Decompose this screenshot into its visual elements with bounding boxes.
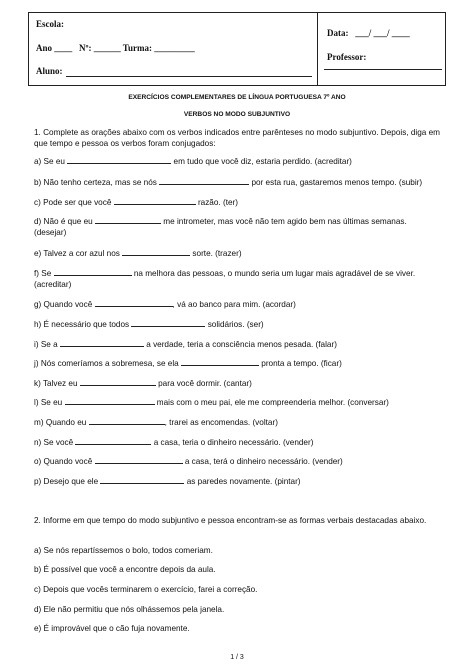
answer-blank[interactable] bbox=[95, 299, 173, 307]
item-text: p) Desejo que ele bbox=[34, 477, 99, 486]
item-text: c) Pode ser que você bbox=[34, 198, 112, 207]
item-text: a casa, teria o dinheiro necessário. (vender) bbox=[153, 438, 314, 447]
item-d-cont: (desejar) bbox=[34, 228, 67, 237]
item-f bbox=[34, 268, 444, 279]
item-text: na melhora das pessoas, o mundo seria um lugar mais agradável de se viver. bbox=[133, 269, 416, 278]
item-text: mais com o meu pai, ele me compreenderia melhor. (conversar) bbox=[156, 398, 389, 407]
answer-blank[interactable] bbox=[131, 319, 205, 327]
item-k bbox=[34, 378, 444, 389]
item-text: k) Talvez eu bbox=[34, 379, 78, 388]
answer-blank[interactable] bbox=[181, 358, 259, 366]
answer-blank[interactable] bbox=[95, 456, 183, 464]
aluno-label: Aluno: bbox=[36, 66, 63, 76]
item-text: , trarei as encomendas. (voltar) bbox=[164, 418, 278, 427]
item-m bbox=[34, 417, 444, 428]
item-text: n) Se você bbox=[34, 438, 74, 447]
item-b bbox=[34, 177, 444, 188]
item-c bbox=[34, 197, 444, 208]
item-text: f) Se bbox=[34, 269, 52, 278]
professor-label: Professor: bbox=[327, 52, 367, 62]
item-g bbox=[34, 299, 444, 310]
item-i bbox=[34, 339, 444, 350]
q2-item-e: e) É improvável que o cão fuja novamente. bbox=[34, 624, 190, 633]
answer-blank[interactable] bbox=[65, 397, 155, 405]
item-text: d) Não é que eu bbox=[34, 217, 93, 226]
q2-item-a: a) Se nós repartíssemos o bolo, todos comeriam. bbox=[34, 546, 213, 555]
answer-blank[interactable] bbox=[54, 268, 132, 276]
item-text: h) É necessário que todos bbox=[34, 320, 130, 329]
header-date-box bbox=[318, 12, 446, 86]
item-o bbox=[34, 456, 444, 467]
page-subtitle: VERBOS NO MODO SUBJUNTIVO bbox=[183, 111, 291, 118]
item-f-cont: (acreditar) bbox=[34, 280, 72, 289]
q2-item-b: b) É possível que você a encontre depois da aula. bbox=[34, 565, 216, 574]
item-text: g) Quando você bbox=[34, 300, 93, 309]
answer-blank[interactable] bbox=[100, 476, 184, 484]
item-e bbox=[34, 248, 444, 259]
item-text: em tudo que você diz, estaria perdido. (acreditar) bbox=[173, 157, 352, 166]
item-j bbox=[34, 358, 444, 369]
answer-blank[interactable] bbox=[80, 378, 156, 386]
item-l bbox=[34, 397, 444, 408]
answer-blank[interactable] bbox=[60, 339, 144, 347]
answer-blank[interactable] bbox=[159, 177, 249, 185]
item-text: razão. (ter) bbox=[197, 198, 238, 207]
item-text: j) Nós comeríamos a sobremesa, se ela bbox=[34, 359, 179, 368]
question-2-intro: 2. Informe em que tempo do modo subjuntivo e pessoa encontram-se as formas verbais destacadas abaixo. bbox=[34, 516, 427, 525]
item-text: m) Quando eu bbox=[34, 418, 87, 427]
item-text: b) Não tenho certeza, mas se nós bbox=[34, 178, 157, 187]
item-text: para você dormir. (cantar) bbox=[158, 379, 252, 388]
data-line: Data: ___/ ___/ ____ bbox=[327, 28, 410, 38]
page-number: 1 / 3 bbox=[230, 654, 244, 661]
item-text: i) Se a bbox=[34, 340, 58, 349]
item-text: por esta rua, gastaremos menos tempo. (subir) bbox=[251, 178, 423, 187]
item-a bbox=[34, 156, 444, 167]
item-text: me intrometer, mas você não tem agido bem nas últimas semanas. bbox=[163, 217, 407, 226]
answer-blank[interactable] bbox=[89, 417, 165, 425]
page-title: EXERCÍCIOS COMPLEMENTARES DE LÍNGUA PORTUGUESA 7º ANO bbox=[128, 94, 346, 101]
item-d bbox=[34, 216, 444, 227]
item-text: solidários. (ser) bbox=[207, 320, 264, 329]
item-n bbox=[34, 437, 444, 448]
answer-blank[interactable] bbox=[122, 248, 190, 256]
item-text: a) Se eu bbox=[34, 157, 65, 166]
aluno-line bbox=[66, 76, 312, 77]
item-text: sorte. (trazer) bbox=[192, 249, 242, 258]
answer-blank[interactable] bbox=[67, 156, 171, 164]
answer-blank[interactable] bbox=[95, 216, 161, 224]
item-text: e) Talvez a cor azul nos bbox=[34, 249, 120, 258]
item-text: , vá ao banco para mim. (acordar) bbox=[172, 300, 296, 309]
item-h bbox=[34, 319, 444, 330]
answer-blank[interactable] bbox=[75, 437, 151, 445]
ano-line: Ano ____ Nº: ______ Turma: _________ bbox=[36, 43, 195, 53]
item-text: as paredes novamente. (pintar) bbox=[186, 477, 301, 486]
item-text: l) Se eu bbox=[34, 398, 63, 407]
q2-item-d: d) Ele não permitiu que nós olhássemos pela janela. bbox=[34, 605, 225, 614]
item-text: pronta a tempo. (ficar) bbox=[261, 359, 342, 368]
answer-blank[interactable] bbox=[114, 197, 196, 205]
item-text: a verdade, teria a consciência menos pesada. (falar) bbox=[146, 340, 337, 349]
item-text: a casa, terá o dinheiro necessário. (vender) bbox=[184, 457, 343, 466]
escola-label: Escola: bbox=[36, 19, 64, 29]
professor-line bbox=[324, 69, 442, 70]
item-text: o) Quando você bbox=[34, 457, 93, 466]
q2-item-c: c) Depois que vocês terminarem o exercício, farei a correção. bbox=[34, 585, 258, 594]
item-p bbox=[34, 476, 444, 487]
question-1-intro: 1. Complete as orações abaixo com os verbos indicados entre parênteses no modo subjuntivo. Depois, diga em que tempo e pessoa os verbos foram conjugados: bbox=[34, 128, 440, 148]
